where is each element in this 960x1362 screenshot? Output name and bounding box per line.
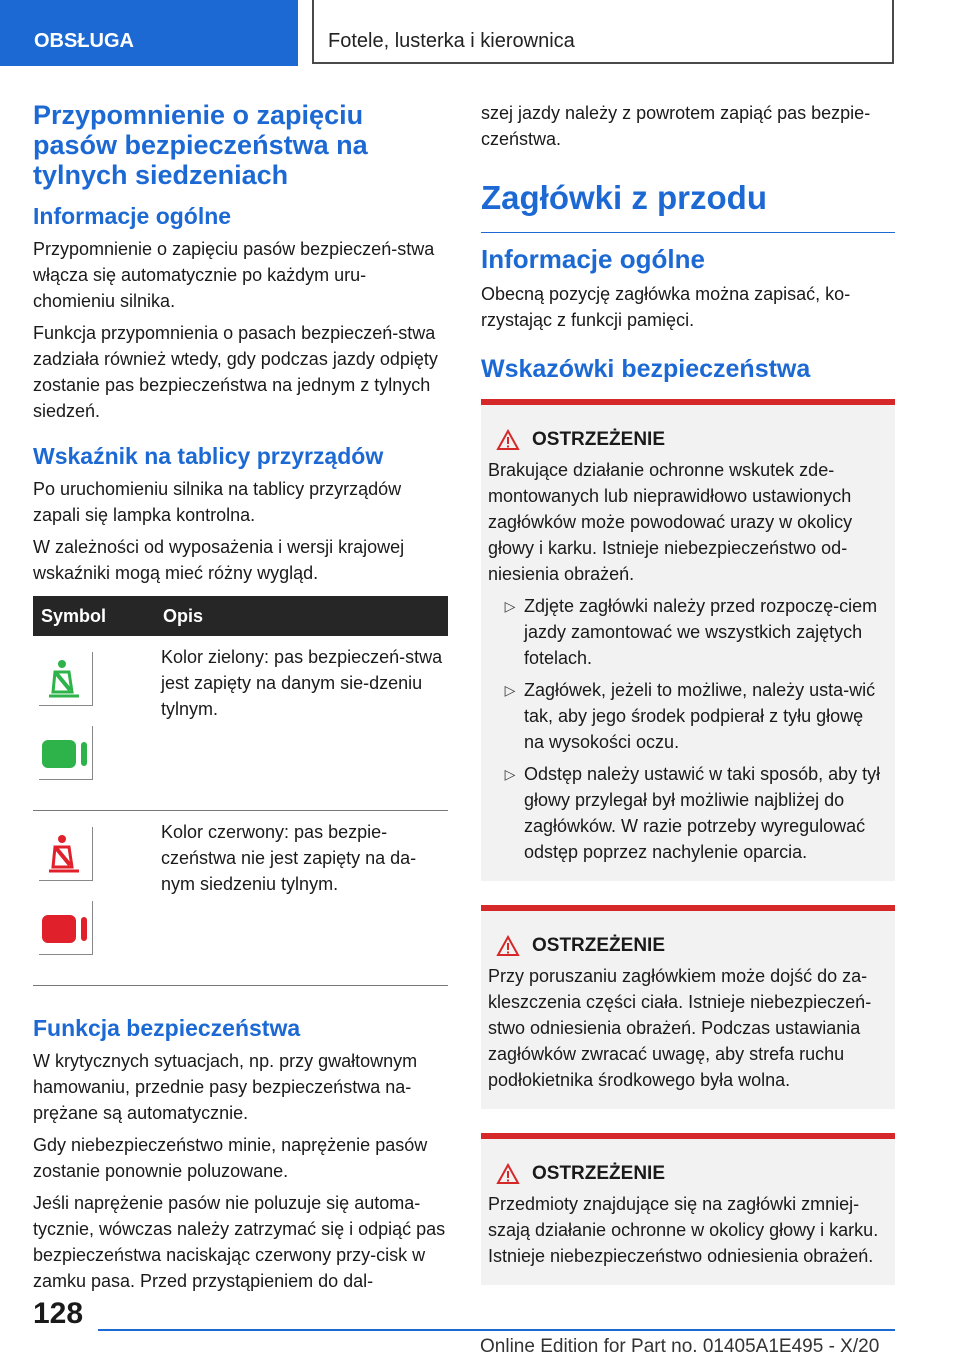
safety-tips-heading: Wskazówki bezpieczeństwa: [481, 355, 811, 383]
right-column: [481, 100, 895, 1285]
table-row: [33, 636, 448, 811]
status-lamp-icon: [39, 726, 93, 780]
bullet-triangle-icon: ▷: [504, 598, 516, 614]
column-header-description: Opis: [155, 596, 448, 636]
seatbelt-fastened-icon: [39, 652, 93, 706]
warning-header: [488, 1163, 887, 1185]
seatbelt-warning-icon: [39, 827, 93, 881]
section-tab: OBSŁUGA: [0, 0, 298, 66]
headrest-title: Zagłówki z przodu: [481, 178, 895, 233]
safety-paragraph-2: Gdy niebezpieczeństwo minie, naprężenie pasów zostanie ponownie poluzowane.: [33, 1135, 428, 1181]
page-number: 128: [33, 1297, 84, 1330]
status-lamp-icon: [39, 901, 93, 955]
bullet-text: Zagłówek, jeżeli to możliwe, należy usta-wić tak, aby jego środek podpierał z tyłu głowę na wysokości oczu.: [524, 680, 876, 752]
page-header: [0, 0, 960, 68]
warning-label: OSTRZEŻENIE: [532, 1163, 666, 1184]
warning-box: [481, 905, 895, 1109]
warning-triangle-icon: [496, 935, 520, 957]
left-column: [33, 100, 448, 1300]
indicator-heading: Wskaźnik na tablicy przyrządów: [33, 443, 384, 469]
warning-label: OSTRZEŻENIE: [532, 429, 666, 450]
warning-label: OSTRZEŻENIE: [532, 935, 666, 956]
column-header-symbol: Symbol: [33, 596, 155, 636]
headrest-general-heading: Informacje ogólne: [481, 244, 705, 274]
general-paragraph-2: Funkcja przypomnienia o pasach bezpieczeń-stwa zadziała również wtedy, gdy podczas jazdy odpięty zostanie pas bezpieczeństwa na jednym z tylnych siedzeń.: [33, 323, 438, 421]
description-cell: Kolor zielony: pas bezpieczeń-stwa jest zapięty na danym sie-dzeniu tylnym.: [155, 636, 448, 811]
safety-paragraph-1: W krytycznych sytuacjach, np. przy gwałtownym hamowaniu, przednie pasy bezpieczeństwa na-prężane są automatycznie.: [33, 1051, 418, 1123]
warning-text: Przedmioty znajdujące się na zagłówki zmniej-szają działanie ochronne w okolicy głowy i karku. Istnieje niebezpieczeństwo odniesienia obrażeń.: [488, 1194, 879, 1266]
warning-text: Przy poruszaniu zagłówkiem może dojść do za-kleszczenia części ciała. Istnieje niebezpieczeń-stwo odniesienia obrażeń. Podczas ustawiania zagłówków zwracać uwagę, aby strefa ruchu podłokietnika środkowego była wolna.: [488, 966, 872, 1090]
warning-text: Brakujące działanie ochronne wskutek zde-montowanych lub nieprawidłowo ustawionych zagłówków może powodować urazy w okolicy głowy i karku. Istnieje niebezpieczeństwo od-niesienia obrażeń.: [488, 460, 853, 584]
headrest-general-paragraph: Obecną pozycję zagłówka można zapisać, ko-rzystając z funkcji pamięci.: [481, 284, 851, 330]
general-paragraph-1: Przypomnienie o zapięciu pasów bezpieczeń-stwa włącza się automatycznie po każdym uru-chomieniu silnika.: [33, 239, 435, 311]
symbol-cell: [33, 811, 155, 986]
bullet-text: Zdjęte zagłówki należy przed rozpoczę-ciem jazdy zamontować we wszystkich zajętych fotelach.: [524, 596, 878, 668]
bullet-triangle-icon: ▷: [504, 682, 516, 698]
general-info-heading: Informacje ogólne: [33, 203, 232, 229]
safety-function-heading: Funkcja bezpieczeństwa: [33, 1015, 301, 1041]
indicator-paragraph-2: W zależności od wyposażenia i wersji krajowej wskaźniki mogą mieć różny wygląd.: [33, 537, 405, 583]
indicator-paragraph-1: Po uruchomieniu silnika na tablicy przyrządów zapali się lampka kontrolna.: [33, 479, 402, 525]
table-row: [33, 811, 448, 986]
warning-box: [481, 1133, 895, 1285]
bullet-text: Odstęp należy ustawić w taki sposób, aby tył głowy przylegał był możliwie najbliżej do zagłówków. W razie potrzeby wyregulować odstęp poprzez nachylenie oparcia.: [524, 764, 881, 862]
safety-paragraph-3: Jeśli naprężenie pasów nie poluzuje się automa-tycznie, wówczas należy zatrzymać się i odpiąć pas bezpieczeństwa naciskając czerwony przy-cisk w zamku pasa. Przed przystąpieniem do dal-: [33, 1193, 446, 1291]
symbol-cell: [33, 636, 155, 811]
warning-box: [481, 399, 895, 881]
reminder-heading: Przypomnienie o zapięciu pasów bezpieczeństwa na tylnych siedzeniach: [33, 100, 368, 190]
list-item: [488, 761, 887, 865]
continued-paragraph: szej jazdy należy z powrotem zapiąć pas bezpie-czeństwa.: [481, 103, 871, 149]
warning-triangle-icon: [496, 1163, 520, 1185]
chapter-title: Fotele, lusterka i kierownica: [312, 0, 894, 64]
warning-header: [488, 935, 887, 957]
bullet-triangle-icon: ▷: [504, 766, 516, 782]
symbol-table: [33, 596, 448, 986]
footer-divider: [98, 1329, 895, 1331]
edition-note: Online Edition for Part no. 01405A1E495 - X/20: [480, 1336, 880, 1357]
warning-header: [488, 429, 887, 451]
list-item: [488, 593, 887, 671]
warning-triangle-icon: [496, 429, 520, 451]
description-cell: Kolor czerwony: pas bezpie-czeństwa nie jest zapięty na da-nym siedzeniu tylnym.: [155, 811, 448, 986]
list-item: [488, 677, 887, 755]
